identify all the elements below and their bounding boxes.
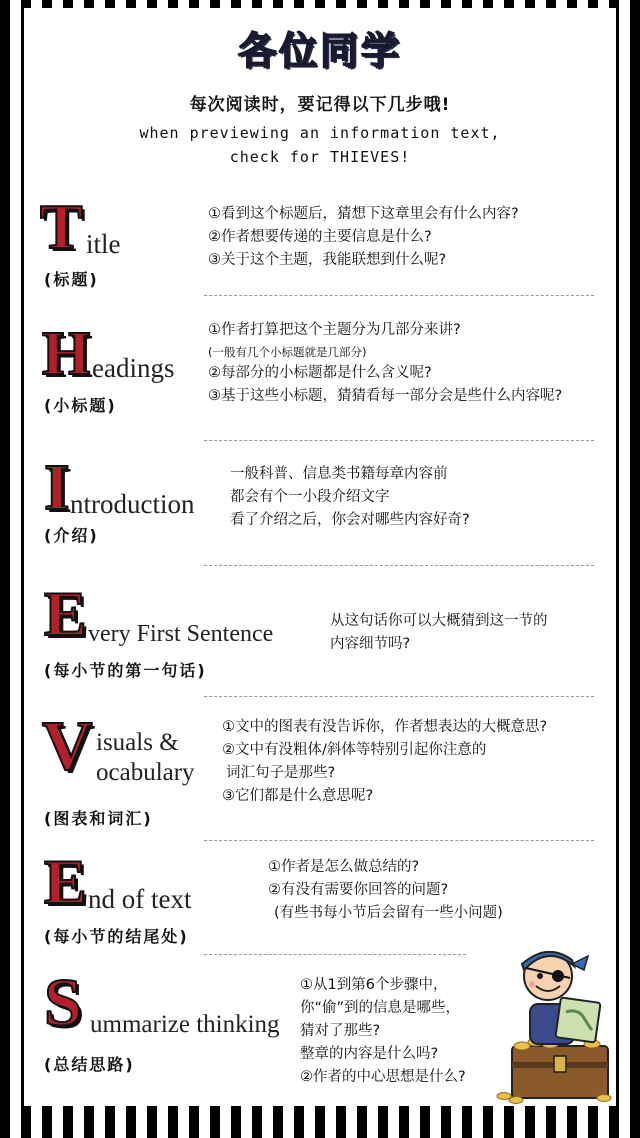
initial-letter-t: T <box>40 191 83 262</box>
initial-letter-v: V <box>42 708 93 785</box>
point-line: 词汇句子是那些? <box>226 765 336 781</box>
divider <box>204 954 466 955</box>
point-line: ③基于这些小标题，猜猜看每一部分会是些什么内容呢? <box>208 388 563 404</box>
initial-letter-i: I <box>44 451 70 524</box>
section-points <box>208 203 519 272</box>
section-points <box>300 974 466 1089</box>
section-word-line2: ocabulary <box>96 759 195 786</box>
point-line: ②有没有需要你回答的问题? <box>268 882 449 898</box>
point-line: 你“偷”到的信息是哪些， <box>300 1000 461 1016</box>
divider <box>204 295 594 296</box>
point-line: 看了介绍之后，你会对哪些内容好奇? <box>230 512 470 528</box>
pirate-illustration <box>492 938 614 1106</box>
section-label-cn: (小标题) <box>44 396 117 415</box>
point-note: (一般有几个小标题就是几部分) <box>208 345 367 359</box>
section-every-first-sentence <box>24 580 616 690</box>
initial-letter-e: E <box>44 846 87 917</box>
section-word-line1: isuals & <box>96 729 179 756</box>
point-line: 一般科普、信息类书籍每章内容前 <box>230 466 448 482</box>
point-line: ③关于这个主题，我能联想到什么呢? <box>208 252 447 268</box>
point-line: 内容细节吗? <box>330 636 411 652</box>
section-label-cn: (总结思路) <box>44 1055 135 1074</box>
point-line: ②每部分的小标题都是什么含义呢? <box>208 365 432 381</box>
subtitle-chinese: 每次阅读时，要记得以下几步哦! <box>189 95 451 115</box>
section-points <box>208 319 562 408</box>
section-points <box>268 856 503 925</box>
section-word: itle <box>86 229 121 259</box>
page-title: 各位同学 <box>237 29 402 73</box>
point-line: 整章的内容是什么吗? <box>300 1046 439 1062</box>
divider <box>204 565 594 566</box>
section-introduction <box>24 453 616 563</box>
section-visuals-vocabulary <box>24 708 616 843</box>
point-line: ①从1到第6个步骤中， <box>300 977 448 993</box>
point-line: ①作者是怎么做总结的? <box>268 859 420 875</box>
divider <box>204 696 594 697</box>
section-label-cn: (每小节的第一句话) <box>44 661 207 680</box>
poster-card <box>24 8 616 1106</box>
section-label-cn: (介绍) <box>44 526 99 545</box>
point-line: 猜对了那些? <box>300 1023 381 1039</box>
point-line: ①文中的图表有没告诉你，作者想表达的大概意思? <box>222 719 548 735</box>
header <box>24 28 616 169</box>
section-headings <box>24 313 616 438</box>
section-word: nd of text <box>88 884 192 914</box>
point-line: 都会有个一小段介绍文字 <box>230 489 390 505</box>
section-points <box>222 716 547 808</box>
section-title <box>24 193 616 298</box>
subtitle-english-line1: when previewing an information text, <box>139 124 501 142</box>
initial-letter-h: H <box>42 320 91 388</box>
point-line: ①作者打算把这个主题分为几部分来讲? <box>208 322 461 338</box>
initial-letter-s: S <box>44 964 82 1040</box>
point-line: ②文中有没粗体/斜体等特别引起你注意的 <box>222 742 487 758</box>
initial-letter-e: E <box>44 578 87 649</box>
point-line: ①看到这个标题后，猜想下这章里会有什么内容? <box>208 206 519 222</box>
section-label-cn: (标题) <box>44 270 99 289</box>
section-points <box>230 463 470 532</box>
divider <box>204 840 594 841</box>
section-word: very First Sentence <box>88 621 274 647</box>
section-label-cn: (每小节的结尾处) <box>44 927 189 946</box>
section-word: ntroduction <box>70 489 195 519</box>
section-label-cn: (图表和词汇) <box>44 809 153 828</box>
subtitle-english <box>24 121 616 169</box>
bottom-stripe-border <box>0 1108 640 1138</box>
section-word: ummarize thinking <box>90 1011 280 1038</box>
point-line: ③它们都是什么意思呢? <box>222 788 374 804</box>
point-line: 从这句话你可以大概猜到这一节的 <box>330 613 548 629</box>
divider <box>204 440 594 441</box>
point-line: ②作者的中心思想是什么? <box>300 1069 466 1085</box>
point-line: (有些书每小节后会留有一些小问题) <box>274 905 503 921</box>
point-line: ②作者想要传递的主要信息是什么? <box>208 229 432 245</box>
section-word: eadings <box>92 353 175 383</box>
section-points <box>330 610 548 656</box>
subtitle-english-line2: check for THIEVES! <box>229 148 411 166</box>
